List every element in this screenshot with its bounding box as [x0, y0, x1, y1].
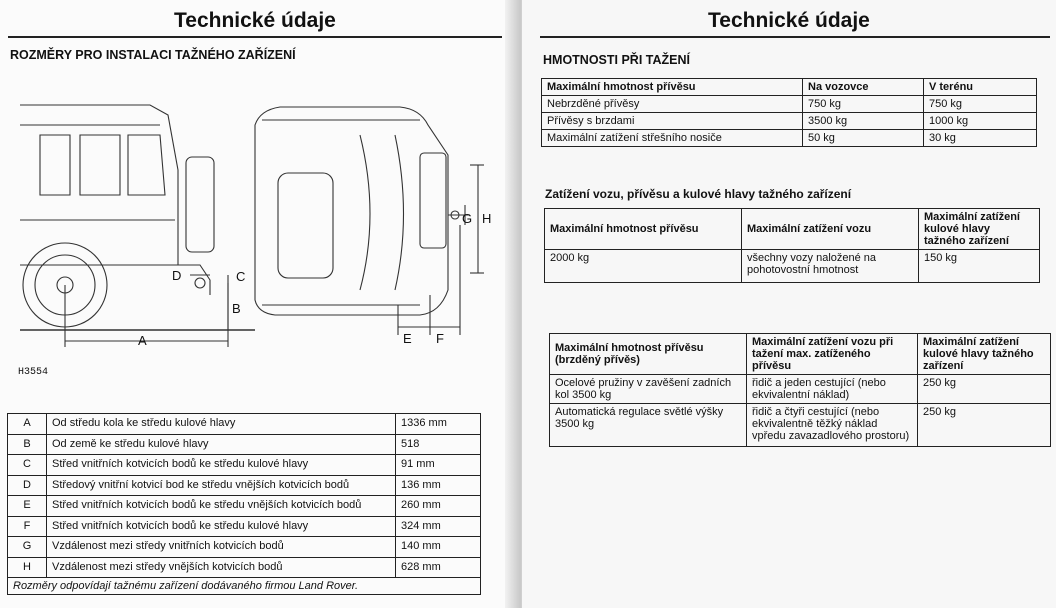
tow-ball-side [195, 278, 205, 288]
dim-desc: Vzdálenost mezi středy vnějších kotvicích bodů [47, 557, 396, 578]
table-row [542, 113, 1037, 130]
dim-key: D [8, 475, 47, 496]
towbar-dimension-figure [0, 95, 500, 385]
t2-header-0: Maximální hmotnost přívěsu [545, 209, 742, 250]
braked-trailer-table [549, 333, 1051, 447]
vehicle-side-windows [20, 125, 165, 195]
t2-c0: 2000 kg [545, 250, 742, 283]
t1-r1-c0: Přívěsy s brzdami [542, 113, 803, 130]
t3-r0-c0: Ocelové pružiny v zavěšení zadních kol 3500 kg [550, 375, 747, 404]
table-row [8, 475, 481, 496]
vehicle-plan-roof-panel [278, 173, 333, 278]
dim-key: C [8, 455, 47, 476]
dim-value: 324 mm [396, 516, 481, 537]
dim-value: 518 [396, 434, 481, 455]
t1-r2-c2: 30 kg [924, 130, 1037, 147]
dim-value: 260 mm [396, 496, 481, 517]
t3-header-2: Maximální zatížení kulové hlavy tažného zařízení [918, 334, 1051, 375]
dim-key: E [8, 496, 47, 517]
t3-r0-c1: řidič a jeden cestující (nebo ekvivalentní náklad) [747, 375, 918, 404]
towing-weights-table [541, 78, 1037, 147]
dim-desc: Střed vnitřních kotvicích bodů ke středu vnějších kotvicích bodů [47, 496, 396, 517]
table-row [8, 557, 481, 578]
right-page [522, 0, 1056, 608]
t1-header-1: Na vozovce [803, 79, 924, 96]
dim-value: 91 mm [396, 455, 481, 476]
dim-desc: Střed vnitřních kotvicích bodů ke středu kulové hlavy [47, 516, 396, 537]
vehicle-side-body [20, 105, 178, 265]
load-subtitle: Zatížení vozu, přívěsu a kulové hlavy tažného zařízení [545, 187, 852, 201]
right-header-rule [540, 36, 1050, 38]
vehicle-plan-body [255, 107, 448, 315]
t1-r0-c0: Nebrzděné přívěsy [542, 96, 803, 113]
table-row [8, 516, 481, 537]
label-e: E [403, 331, 412, 346]
t2-c1: všechny vozy naložené na pohotovostní hmotnost [742, 250, 919, 283]
dim-desc: Od země ke středu kulové hlavy [47, 434, 396, 455]
dim-key: F [8, 516, 47, 537]
dim-value: 1336 mm [396, 414, 481, 435]
table-row [550, 404, 1051, 447]
t3-r1-c0: Automatická regulace světlé výšky 3500 kg [550, 404, 747, 447]
table-row [8, 496, 481, 517]
spare-wheel [186, 157, 214, 252]
spare-wheel-plan [420, 153, 446, 248]
t2-header-2: Maximální zatížení kulové hlavy tažného zařízení [919, 209, 1040, 250]
label-d: D [172, 268, 182, 283]
t1-r2-c1: 50 kg [803, 130, 924, 147]
left-page-header: Technické údaje [174, 9, 336, 32]
t1-r1-c2: 1000 kg [924, 113, 1037, 130]
right-section-title: HMOTNOSTI PŘI TAŽENÍ [543, 53, 690, 67]
label-a: A [138, 333, 147, 348]
t2-header-1: Maximální zatížení vozu [742, 209, 919, 250]
label-g: G [462, 211, 473, 226]
dim-desc: Vzdálenost mezi středy vnitřních kotvicích bodů [47, 537, 396, 558]
t3-r0-c2: 250 kg [918, 375, 1051, 404]
dim-desc: Středový vnitřní kotvicí bod ke středu vnějších kotvicích bodů [47, 475, 396, 496]
t1-r1-c1: 3500 kg [803, 113, 924, 130]
label-h: H [482, 211, 492, 226]
dim-key: A [8, 414, 47, 435]
dim-key: H [8, 557, 47, 578]
t1-r0-c2: 750 kg [924, 96, 1037, 113]
t3-r1-c2: 250 kg [918, 404, 1051, 447]
table-row [8, 455, 481, 476]
table-row [8, 414, 481, 435]
dim-desc: Střed vnitřních kotvicích bodů ke středu kulové hlavy [47, 455, 396, 476]
dim-key: B [8, 434, 47, 455]
dim-value: 140 mm [396, 537, 481, 558]
table-footnote-row [8, 578, 481, 595]
table-row [8, 434, 481, 455]
right-page-header: Technické údaje [708, 9, 870, 32]
t1-header-0: Maximální hmotnost přívěsu [542, 79, 803, 96]
dim-key: G [8, 537, 47, 558]
load-table [544, 208, 1040, 283]
label-b: B [232, 301, 241, 316]
figure-code: H3554 [18, 367, 49, 378]
left-section-title: ROZMĚRY PRO INSTALACI TAŽNÉHO ZAŘÍZENÍ [10, 48, 296, 62]
dim-value: 136 mm [396, 475, 481, 496]
label-c: C [236, 269, 246, 284]
label-f: F [436, 331, 444, 346]
t2-c2: 150 kg [919, 250, 1040, 283]
table-row [550, 375, 1051, 404]
t1-header-2: V terénu [924, 79, 1037, 96]
table-row [8, 537, 481, 558]
left-header-rule [8, 36, 502, 38]
dim-value: 628 mm [396, 557, 481, 578]
t3-header-1: Maximální zatížení vozu při tažení max. zatíženého přívěsu [747, 334, 918, 375]
t1-r2-c0: Maximální zatížení střešního nosiče [542, 130, 803, 147]
table-row [542, 130, 1037, 147]
dim-desc: Od středu kola ke středu kulové hlavy [47, 414, 396, 435]
table-row [545, 250, 1040, 283]
t3-header-0: Maximální hmotnost přívěsu (brzděný přívěs) [550, 334, 747, 375]
dimensions-table [7, 413, 481, 595]
t3-r1-c1: řidič a čtyři cestující (nebo ekvivalentně těžký náklad vpředu zavazadlového prostoru) [747, 404, 918, 447]
table-row [542, 96, 1037, 113]
footnote: Rozměry odpovídají tažnému zařízení dodávaného firmou Land Rover. [8, 578, 481, 595]
t1-r0-c1: 750 kg [803, 96, 924, 113]
tow-hitch-side [155, 265, 210, 295]
left-page [0, 0, 520, 608]
